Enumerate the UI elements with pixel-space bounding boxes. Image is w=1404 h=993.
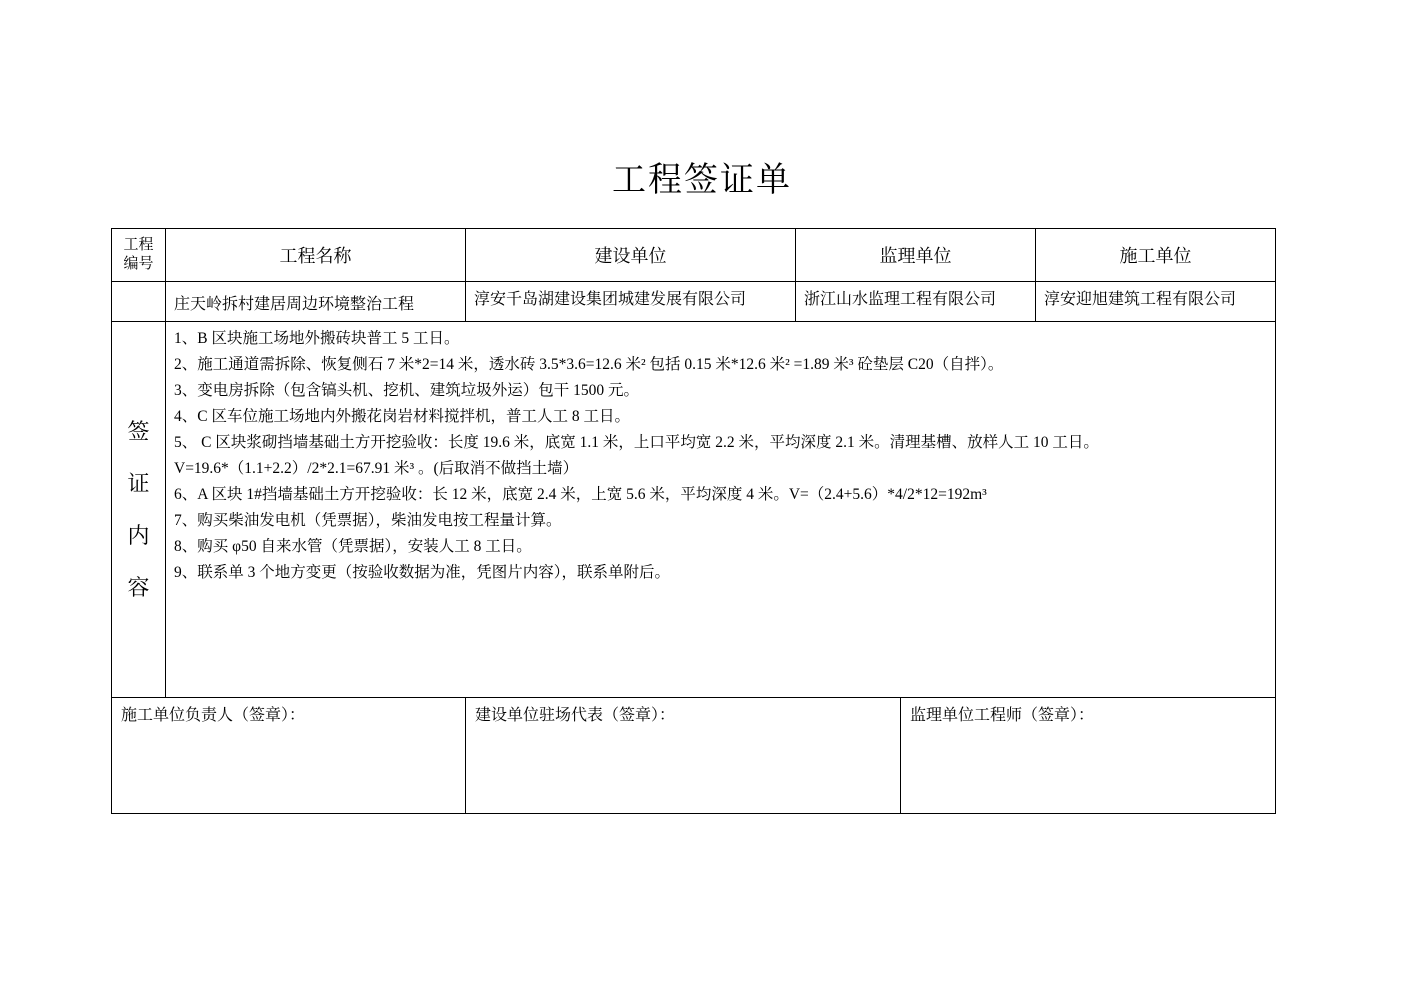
value-owner: 淳安千岛湖建设集团城建发展有限公司 [465,281,796,322]
content-label-char: 签 [127,418,150,444]
header-project-name: 工程名称 [165,228,466,282]
content-line: 3、变电房拆除（包含镐头机、挖机、建筑垃圾外运）包干 1500 元。 [174,382,640,399]
content-label [111,321,166,698]
signature-contractor: 施工单位负责人（签章）： [111,697,466,814]
content-line: 7、购买柴油发电机（凭票据），柴油发电按工程量计算。 [174,512,562,529]
content-label-char: 容 [127,574,150,600]
content-body [165,321,1276,698]
header-supervisor: 监理单位 [795,228,1036,282]
header-contractor: 施工单位 [1035,228,1276,282]
signature-owner-rep: 建设单位驻场代表（签章）： [465,697,901,814]
value-project-name: 庄天岭拆村建居周边环境整治工程 [165,281,466,322]
value-contractor: 淳安迎旭建筑工程有限公司 [1035,281,1276,322]
value-supervisor: 浙江山水监理工程有限公司 [795,281,1036,322]
content-line: 6、A 区块 1#挡墙基础土方开挖验收：长 12 米，底宽 2.4 米，上宽 5.6 米，平均深度 4 米。V=（2.4+5.6）*4/2*12=192m³ [174,486,987,503]
content-line: 2、施工通道需拆除、恢复侧石 7 米*2=14 米，透水砖 3.5*3.6=12.6 米² 包括 0.15 米*12.6 米² =1.89 米³ 砼垫层 C20（自拌）。 [174,356,1004,373]
content-line: 1、B 区块施工场地外搬砖块普工 5 工日。 [174,330,460,347]
signature-supervisor-engineer: 监理单位工程师（签章）： [900,697,1276,814]
content-label-char: 内 [127,522,150,548]
content-line: 8、购买 φ50 自来水管（凭票据），安装人工 8 工日。 [174,538,532,555]
content-line: 4、C 区车位施工场地内外搬花岗岩材料搅拌机，普工人工 8 工日。 [174,408,630,425]
content-line: V=19.6*（1.1+2.2）/2*2.1=67.91 米³ 。(后取消不做挡土墙） [174,460,579,477]
content-line: 9、联系单 3 个地方变更（按验收数据为准，凭图片内容），联系单附后。 [174,564,671,581]
value-project-no [111,281,166,322]
document-title: 工程签证单 [612,162,792,199]
header-owner: 建设单位 [465,228,796,282]
content-line: 5、 C 区块浆砌挡墙基础土方开挖验收：长度 19.6 米，底宽 1.1 米，上口平均宽 2.2 米，平均深度 2.1 米。清理基槽、放样人工 10 工日。 [174,434,1099,451]
header-project-no [111,228,166,282]
content-label-char: 证 [127,470,150,496]
header-project-no-label: 工程编号 [123,237,154,272]
